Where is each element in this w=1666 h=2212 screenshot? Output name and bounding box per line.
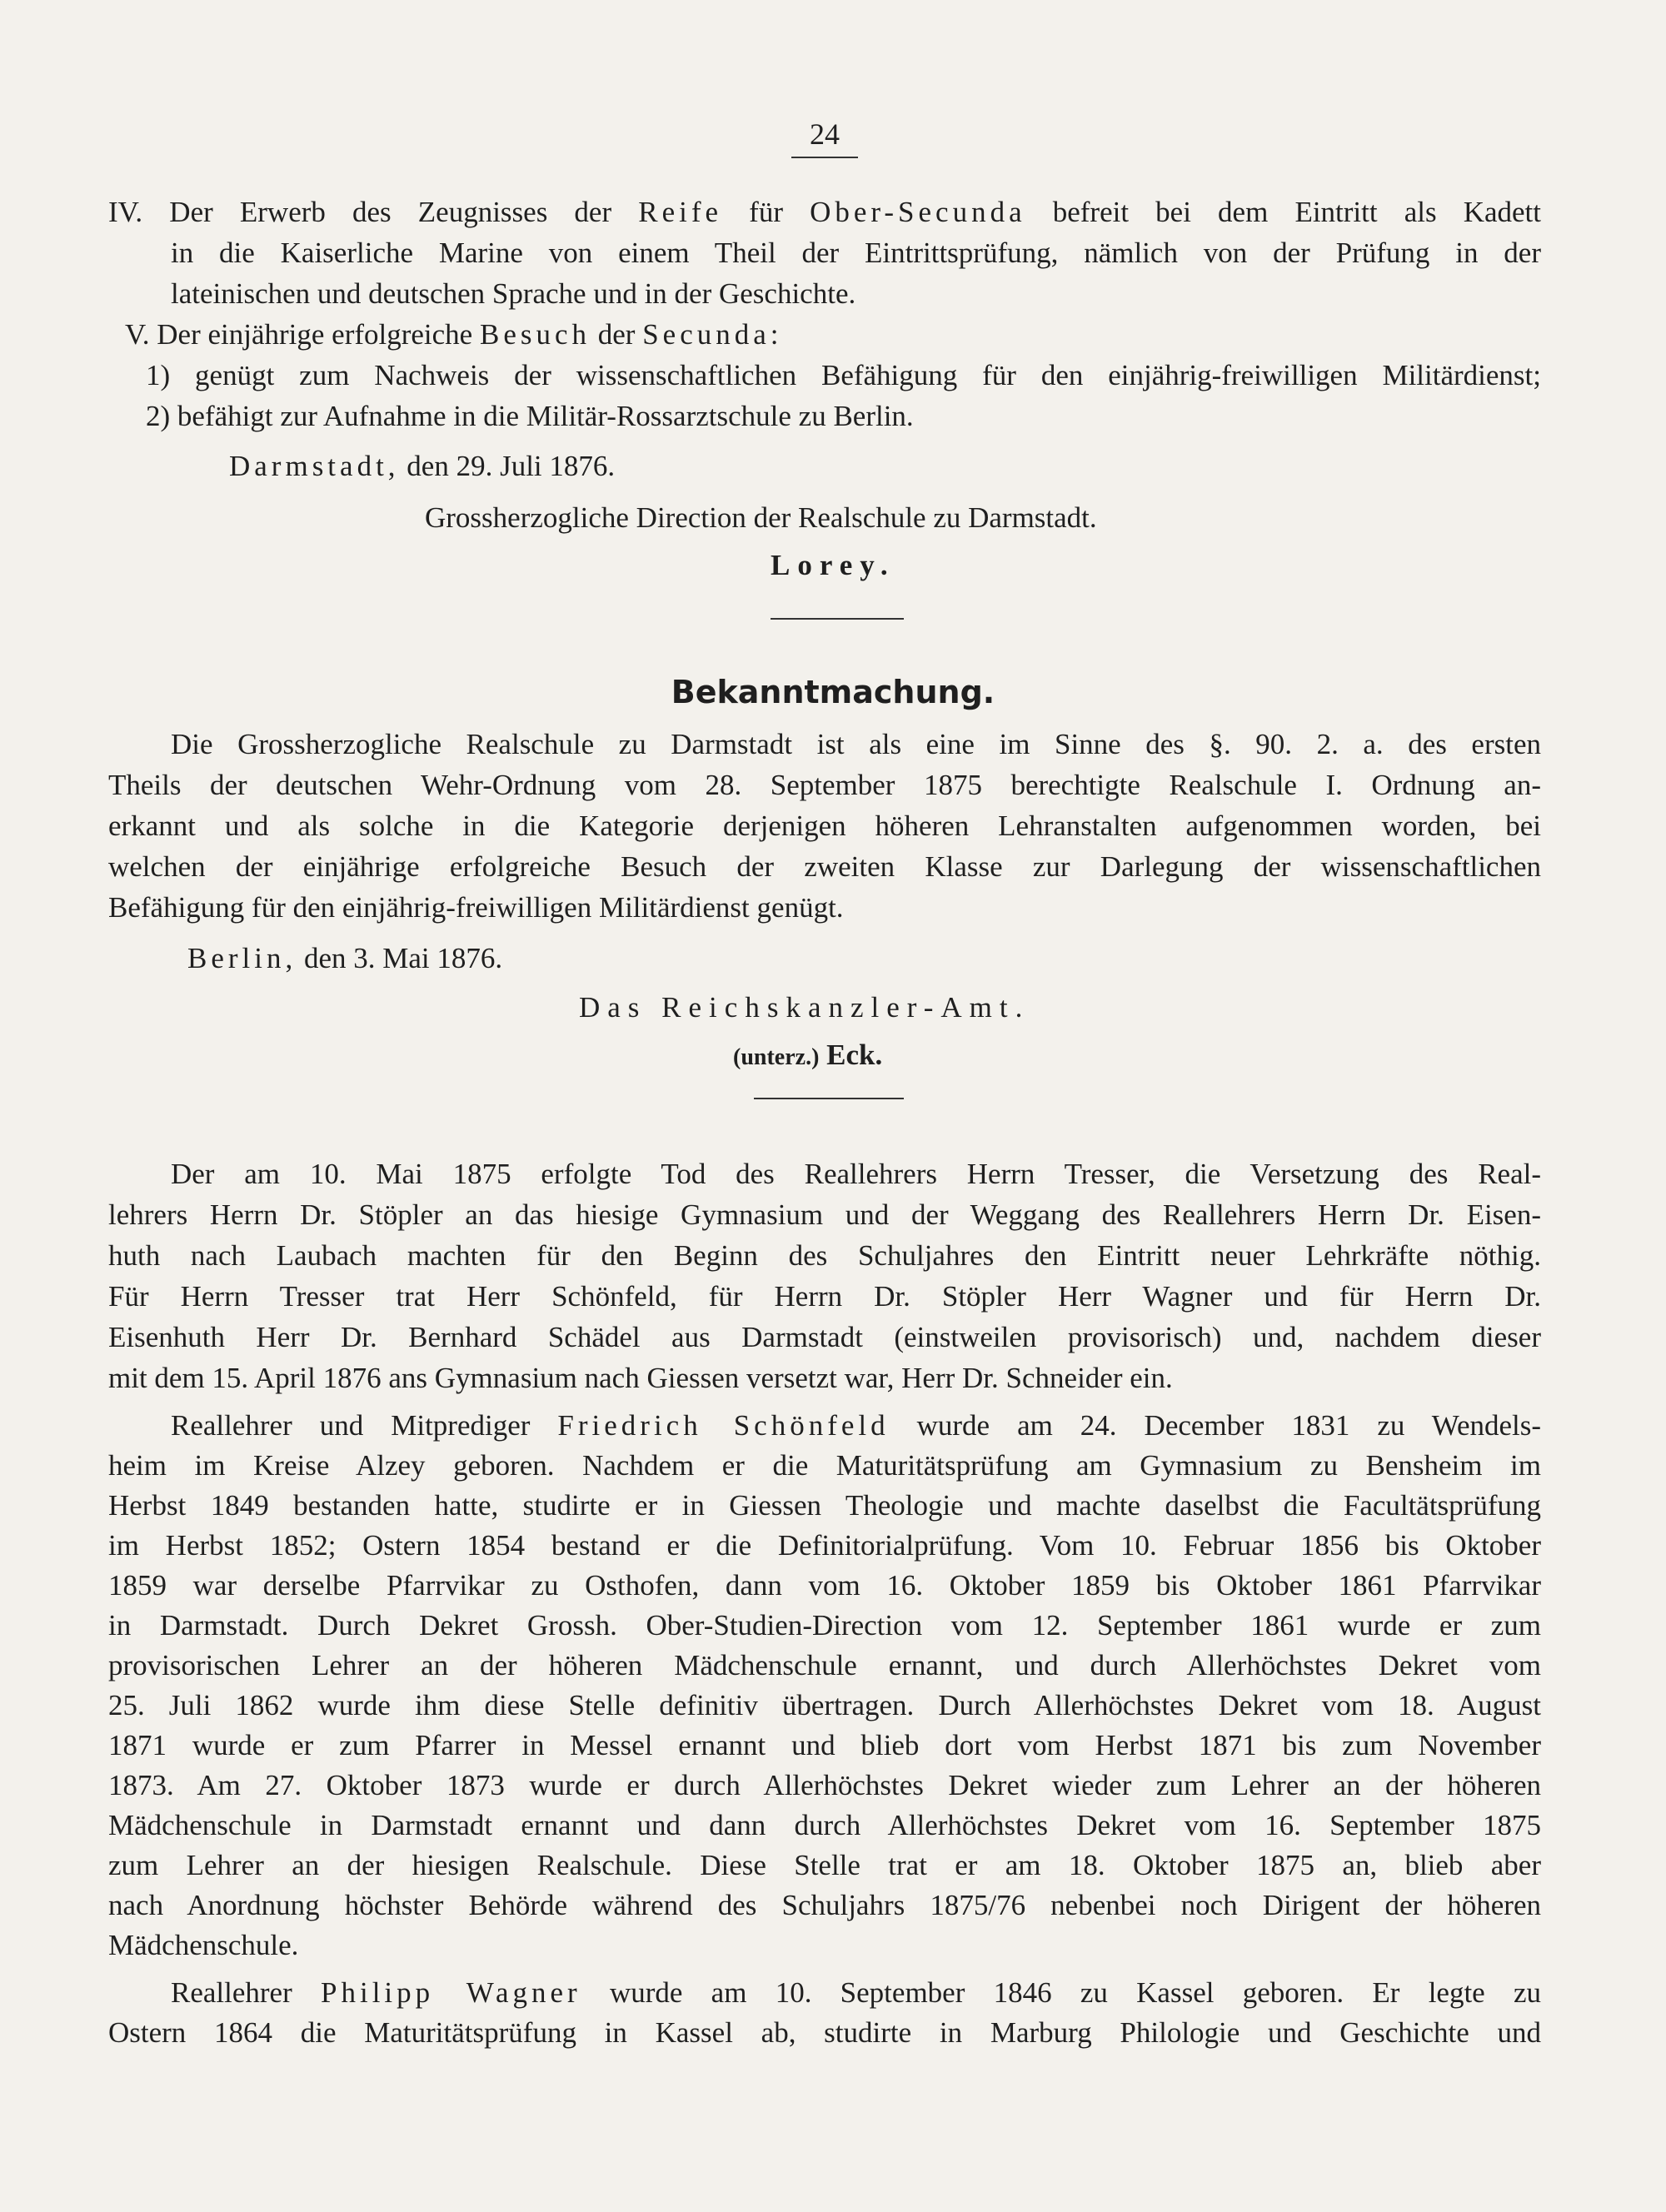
para2-pre: Reallehrer und Mitprediger — [171, 1409, 531, 1442]
page-number: 24 — [810, 117, 840, 151]
place-darmstadt: Darmstadt, — [229, 450, 400, 482]
para2-line-4: im Herbst 1852; Ostern 1854 bestand er die Definitorialprüfung. Vom 10. Februar 1856 bis Oktober — [108, 1529, 1541, 1562]
para2-line-9: 1871 wurde er zum Pfarrer in Messel ernannt und blieb dort vom Herbst 1871 bis zum November — [108, 1729, 1541, 1761]
item-iv-line3: lateinischen und deutschen Sprache und in der Geschichte. — [171, 277, 856, 310]
dateline-berlin — [187, 939, 937, 978]
announcement-line-1: Die Grossherzogliche Realschule zu Darmstadt ist als eine im Sinne des §. 90. 2. a. des ersten — [171, 728, 1541, 760]
item-v-mid: der — [597, 318, 636, 351]
para1-line-4: Für Herrn Tresser trat Herr Schönfeld, für Herrn Dr. Stöpler Herr Wagner und für Herrn Dr. — [108, 1280, 1541, 1313]
para2-line-2: heim im Kreise Alzey geboren. Nachdem er die Maturitätsprüfung am Gymnasium zu Bensheim im — [108, 1449, 1541, 1482]
para2-line-12: zum Lehrer an der hiesigen Realschule. Diese Stelle trat er am 18. Oktober 1875 an, blieb aber — [108, 1849, 1541, 1881]
para1-line-6: mit dem 15. April 1876 ans Gymnasium nach Giessen versetzt war, Herr Dr. Schneider ein. — [108, 1362, 1173, 1394]
para3-pre: Reallehrer — [171, 1976, 292, 2009]
item-v-secunda: Secunda: — [642, 318, 783, 351]
item-iv-pre: Der Erwerb des Zeugnisses der — [169, 196, 612, 228]
para2-line-10: 1873. Am 27. Oktober 1873 wurde er durch Allerhöchstes Dekret wieder zum Lehrer an der höheren — [108, 1769, 1541, 1801]
signature-lorey: Lorey. — [771, 549, 895, 581]
para3-line-2: Ostern 1864 die Maturitätsprüfung in Kassel ab, studirte in Marburg Philologie und Geschichte und — [108, 2016, 1541, 2049]
authority-reichskanzler: Das Reichskanzler-Amt. — [579, 991, 1030, 1024]
para2-line-14: Mädchenschule. — [108, 1929, 299, 1961]
item-iv-line2: in die Kaiserliche Marine von einem Theil der Eintrittsprüfung, nämlich von der Prüfung in der — [171, 237, 1541, 269]
authority-direction: Grossherzogliche Direction der Realschule zu Darmstadt. — [425, 501, 1097, 534]
item-v-besuch: Besuch — [479, 318, 591, 351]
signature-name: Eck. — [826, 1039, 883, 1071]
para2-line-6: in Darmstadt. Durch Dekret Grossh. Ober-Studien-Direction vom 12. September 1861 wurde er zum — [108, 1609, 1541, 1642]
separator-rule-2 — [754, 1098, 904, 1099]
signature-prefix: (unterz.) — [733, 1044, 820, 1070]
item-v-point2: 2) befähigt zur Aufnahme in die Militär-Rossarztschule zu Berlin. — [146, 400, 914, 432]
item-v-pre: V. Der einjährige erfolgreiche — [125, 318, 473, 351]
para2-post: wurde am 24. December 1831 zu Wendels- — [916, 1409, 1542, 1442]
para2-line-1 — [171, 1407, 1541, 1445]
item-v-point1: 1) genügt zum Nachweis der wissenschaftlichen Befähigung für den einjährig-freiwilligen Militärdienst; — [146, 359, 1541, 391]
signature-eck — [733, 1036, 1066, 1077]
para3-post: wurde am 10. September 1846 zu Kassel geboren. Er legte zu — [609, 1976, 1541, 2009]
item-iv-reife: Reife — [638, 196, 723, 228]
announcement-title: Bekanntmachung. — [671, 674, 995, 710]
item-iv-ober-secunda: Ober-Secunda — [810, 196, 1026, 228]
item-iv-mid: für — [749, 196, 783, 228]
item-iv-number: IV. — [108, 196, 143, 228]
separator-rule-1 — [771, 618, 904, 620]
item-v-line — [125, 316, 1558, 354]
para2-line-13: nach Anordnung höchster Behörde während des Schuljahrs 1875/76 nebenbei noch Dirigent der höheren — [108, 1889, 1541, 1921]
date-berlin: den 3. Mai 1876. — [303, 942, 503, 974]
para2-line-7: provisorischen Lehrer an der höheren Mädchenschule ernannt, und durch Allerhöchstes Dekret vom — [108, 1649, 1541, 1681]
announcement-line-5: Befähigung für den einjährig-freiwilligen Militärdienst genügt. — [108, 891, 844, 924]
para1-line-2: lehrers Herrn Dr. Stöpler an das hiesige Gymnasium und der Weggang des Reallehrers Herrn Dr. Eisen- — [108, 1198, 1541, 1231]
announcement-line-2: Theils der deutschen Wehr-Ordnung vom 28. September 1875 berechtigte Realschule I. Ordnung an- — [108, 769, 1541, 801]
para1-line-1: Der am 10. Mai 1875 erfolgte Tod des Reallehrers Herrn Tresser, die Versetzung des Real- — [171, 1158, 1541, 1190]
name-wagner: Philipp Wagner — [321, 1976, 581, 2009]
item-iv-post: befreit bei dem Eintritt als Kadett — [1052, 196, 1542, 228]
para3-line-1 — [171, 1974, 1541, 2012]
place-berlin: Berlin, — [187, 942, 297, 974]
dateline-darmstadt — [229, 447, 1062, 486]
para1-line-3: huth nach Laubach machten für den Beginn des Schuljahres den Eintritt neuer Lehrkräfte nöthig. — [108, 1239, 1541, 1272]
para2-line-5: 1859 war derselbe Pfarrvikar zu Osthofen, dann vom 16. Oktober 1859 bis Oktober 1861 Pfarrvikar — [108, 1569, 1541, 1602]
para2-line-8: 25. Juli 1862 wurde ihm diese Stelle definitiv übertragen. Durch Allerhöchstes Dekret vom 18. August — [108, 1689, 1541, 1721]
page-number-rule — [791, 157, 858, 158]
para1-line-5: Eisenhuth Herr Dr. Bernhard Schädel aus Darmstadt (einstweilen provisorisch) und, nachdem dieser — [108, 1321, 1541, 1353]
para2-line-11: Mädchenschule in Darmstadt ernannt und dann durch Allerhöchstes Dekret vom 16. September 1875 — [108, 1809, 1541, 1841]
item-iv-line1 — [108, 193, 1541, 232]
name-schoenfeld: Friedrich Schönfeld — [557, 1409, 890, 1442]
para2-line-3: Herbst 1849 bestanden hatte, studirte er in Giessen Theologie und machte daselbst die Facultätsprüfung — [108, 1489, 1541, 1522]
announcement-line-3: erkannt und als solche in die Kategorie derjenigen höheren Lehranstalten aufgenommen worden, bei — [108, 810, 1541, 842]
date-darmstadt: den 29. Juli 1876. — [407, 450, 616, 482]
announcement-line-4: welchen der einjährige erfolgreiche Besuch der zweiten Klasse zur Darlegung der wissenschaftlichen — [108, 850, 1541, 883]
